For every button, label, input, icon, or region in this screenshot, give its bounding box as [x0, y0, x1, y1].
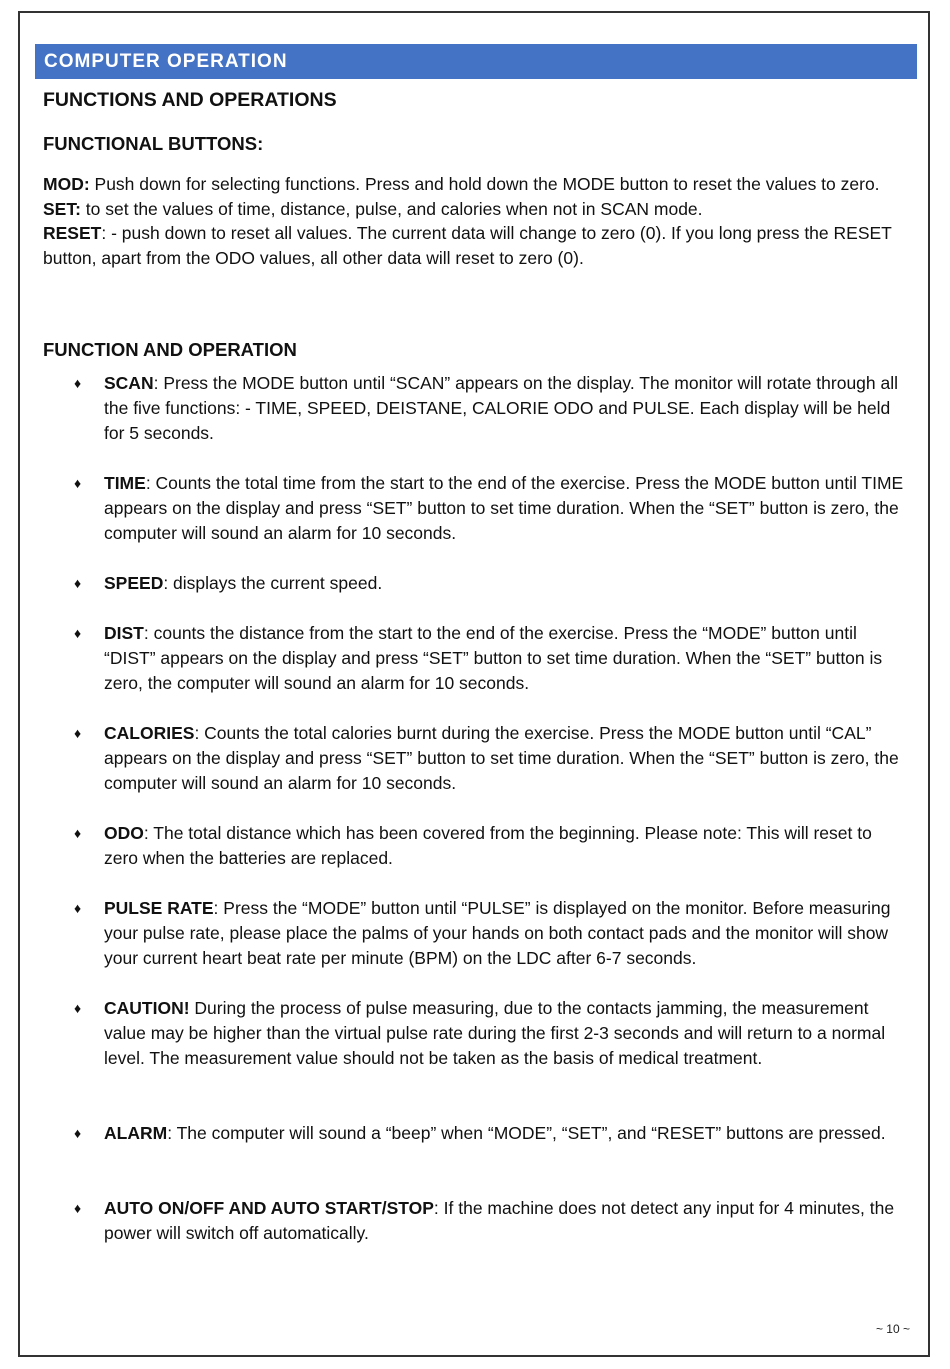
diamond-bullet-icon: ♦ — [74, 475, 82, 491]
reset-button-description — [43, 221, 903, 270]
diamond-bullet-icon: ♦ — [74, 900, 82, 916]
list-item — [43, 721, 909, 796]
scan-text: : Press the MODE button until “SCAN” appears on the display. The monitor will rotate through all the five functions: - TIME, SPEED, DEISTANE, CALORIE ODO and PULSE. Each display will be held for 5 seconds. — [104, 373, 899, 443]
odo-text: : The total distance which has been covered from the beginning. Please note: This will reset to zero when the batteries are replaced. — [104, 823, 872, 868]
diamond-bullet-icon: ♦ — [74, 825, 82, 841]
list-item — [43, 371, 909, 446]
speed-text: : displays the current speed. — [163, 573, 383, 593]
diamond-bullet-icon: ♦ — [74, 725, 82, 741]
functional-buttons-heading: FUNCTIONAL BUTTONS: — [43, 133, 264, 154]
diamond-bullet-icon: ♦ — [74, 1200, 82, 1216]
section-banner: COMPUTER OPERATION — [35, 44, 917, 79]
list-item — [43, 896, 909, 971]
alarm-text: : The computer will sound a “beep” when “MODE”, “SET”, and “RESET” buttons are pressed. — [167, 1123, 886, 1143]
page-number: ~ 10 ~ — [875, 1322, 910, 1336]
list-item — [43, 621, 909, 696]
calories-text: : Counts the total calories burnt during the exercise. Press the MODE button until “CAL” appears on the display and press “SET” button to set time duration. When the “SET” button is zero, the computer will sound an alarm for 10 seconds. — [104, 723, 899, 793]
caution-term: CAUTION! — [104, 998, 190, 1018]
set-term: SET: — [43, 198, 81, 219]
list-item — [43, 1121, 909, 1146]
functional-buttons-list — [43, 172, 903, 270]
odo-term: ODO — [104, 823, 144, 843]
dist-text: : counts the distance from the start to the end of the exercise. Press the “MODE” button until “DIST” appears on the display and press “SET” button to set time duration. When the “SET” button is zero, the computer will sound an alarm for 10 seconds. — [104, 623, 883, 693]
diamond-bullet-icon: ♦ — [74, 625, 82, 641]
set-text: to set the values of time, distance, pulse, and calories when not in SCAN mode. — [80, 198, 703, 219]
pulse-rate-text: : Press the “MODE” button until “PULSE” is displayed on the monitor. Before measuring your pulse rate, please place the palms of your hands on both contact pads and the monitor will show your current heart beat rate per minute (BPM) on the LDC after 6-7 seconds. — [104, 898, 891, 968]
function-and-operation-heading: FUNCTION AND OPERATION — [43, 339, 297, 360]
auto-on-off-term: AUTO ON/OFF AND AUTO START/STOP — [104, 1198, 434, 1218]
speed-term: SPEED — [104, 573, 164, 593]
reset-text: : - push down to reset all values. The current data will change to zero (0). If you long press the RESET button, apart from the ODO values, all other data will reset to zero (0). — [43, 223, 892, 268]
auto-on-off-text: : If the machine does not detect any input for 4 minutes, the power will switch off automatically. — [104, 1198, 895, 1243]
scan-term: SCAN — [104, 373, 154, 393]
page-title: FUNCTIONS AND OPERATIONS — [43, 89, 337, 111]
mod-text: Push down for selecting functions. Press and hold down the MODE button to reset the values to zero. — [89, 174, 880, 194]
caution-text: During the process of pulse measuring, due to the contacts jamming, the measurement value may be higher than the virtual pulse rate during the first 2-3 seconds and will return to a normal level. The measurement value should not be taken as the basis of medical treatment. — [104, 998, 886, 1068]
time-text: : Counts the total time from the start to the end of the exercise. Press the MODE button until TIME appears on the display and press “SET” button to set time duration. When the “SET” button is zero, the computer will sound an alarm for 10 seconds. — [104, 473, 904, 543]
alarm-term: ALARM — [104, 1123, 168, 1143]
time-term: TIME — [104, 473, 146, 493]
reset-term: RESET — [43, 223, 102, 244]
list-item — [43, 571, 909, 596]
list-item — [43, 996, 909, 1071]
list-item — [43, 471, 909, 546]
dist-term: DIST — [104, 623, 144, 643]
diamond-bullet-icon: ♦ — [74, 1000, 82, 1016]
diamond-bullet-icon: ♦ — [74, 575, 82, 591]
mod-term: MOD: — [43, 174, 90, 194]
calories-term: CALORIES — [104, 723, 195, 743]
list-item — [43, 1196, 909, 1246]
diamond-bullet-icon: ♦ — [74, 375, 82, 391]
set-button-description — [43, 197, 903, 222]
pulse-rate-term: PULSE RATE — [104, 898, 214, 918]
mod-button-description — [43, 172, 903, 197]
list-item — [43, 821, 909, 871]
diamond-bullet-icon: ♦ — [74, 1125, 82, 1141]
